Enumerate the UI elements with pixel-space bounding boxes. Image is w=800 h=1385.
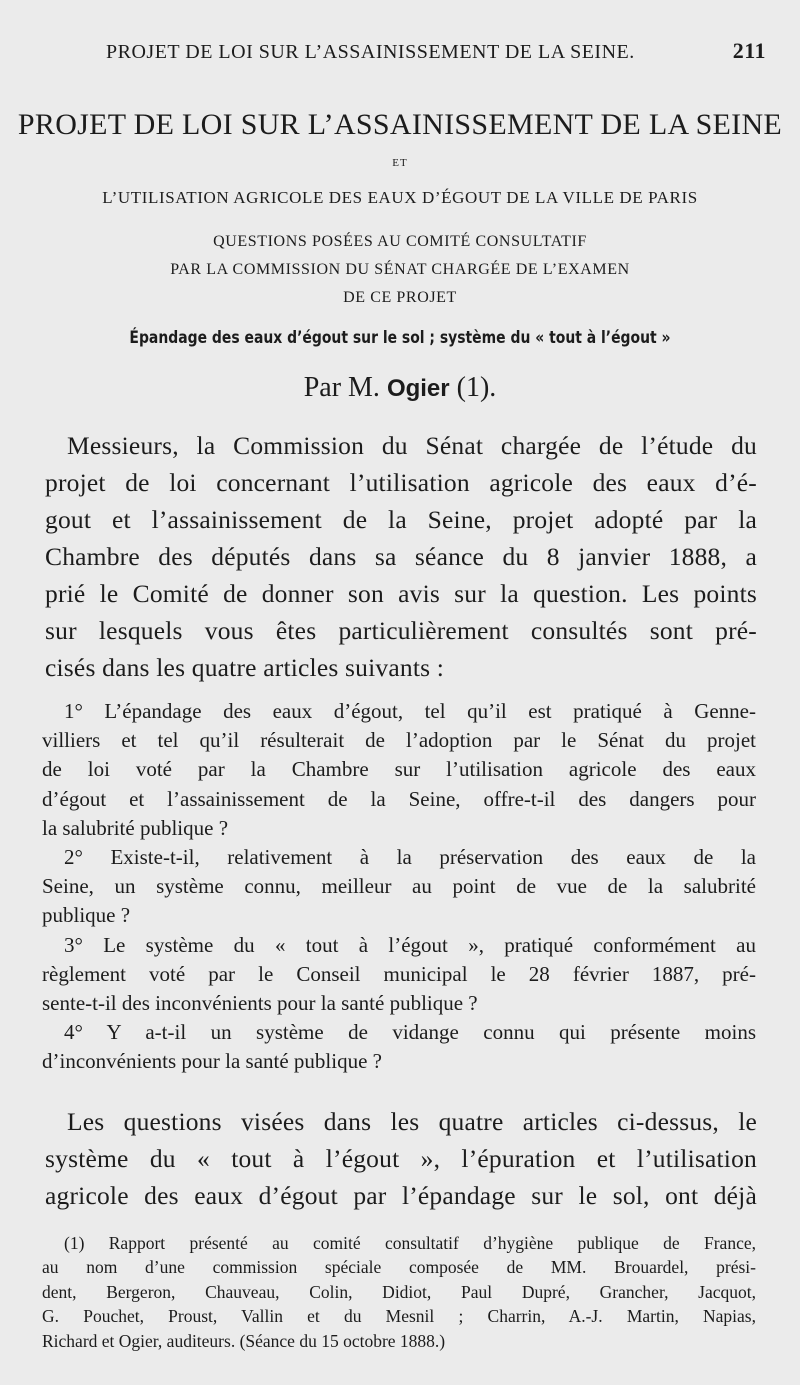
footnote-line: (1) Rapport présenté au comité consultatif d’hygiène publique de France, <box>64 1233 756 1253</box>
footnote-ref: (1). <box>456 372 497 403</box>
closing-paragraph <box>45 1103 757 1214</box>
questions-line: PAR LA COMMISSION DU SÉNAT CHARGÉE DE L’EXAMEN <box>170 261 630 278</box>
questions-line: QUESTIONS POSÉES AU COMITÉ CONSULTATIF <box>213 233 587 250</box>
list-item-line: d’égout et l’assainissement de la Seine, offre-t-il des dangers pour <box>42 786 756 811</box>
text-line: sur lesquels vous êtes particulièrement consultés sont pré- <box>45 616 757 645</box>
text-line: gout et l’assainissement de la Seine, projet adopté par la <box>45 505 757 534</box>
article-subtitle: L’UTILISATION AGRICOLE DES EAUX D’ÉGOUT DE LA VILLE DE PARIS <box>102 188 698 207</box>
author-name: Ogier <box>386 375 450 402</box>
author-prefix: Par M. <box>303 372 380 403</box>
list-item-line: publique ? <box>42 903 131 928</box>
list-item-line: la salubrité publique ? <box>42 815 229 840</box>
topic-heading: Épandage des eaux d’égout sur le sol ; système du « tout à l’égout » <box>129 328 671 348</box>
footnote-line: au nom d’une commission spéciale composée de MM. Brouardel, prési- <box>42 1257 756 1278</box>
list-item-line: 3° Le système du « tout à l’égout », pratiqué conformément au <box>64 932 756 957</box>
list-item-line: 1° L’épandage des eaux d’égout, tel qu’il est pratiqué à Genne- <box>64 699 756 723</box>
footnote-line: Richard et Ogier, auditeurs. (Séance du 15 octobre 1888.) <box>42 1330 446 1351</box>
text-line: agricole des eaux d’égout par l’épandage sur le sol, ont déjà <box>45 1181 757 1210</box>
list-item-line: 2° Existe-t-il, relativement à la préservation des eaux de la <box>64 844 756 869</box>
text-line: système du « tout à l’égout », l’épuration et l’utilisation <box>45 1144 757 1173</box>
list-item-line: règlement voté par le Conseil municipal le 28 février 1887, pré- <box>42 961 756 986</box>
footnote <box>42 1231 756 1353</box>
list-item-line: Seine, un système connu, meilleur au point de vue de la salubrité <box>42 874 756 899</box>
text-line: projet de loi concernant l’utilisation agricole des eaux d’é- <box>45 468 757 497</box>
list-item-line: de loi voté par la Chambre sur l’utilisation agricole des eaux <box>42 757 756 782</box>
text-line: Chambre des députés dans sa séance du 8 janvier 1888, a <box>45 542 757 571</box>
text-line: cisés dans les quatre articles suivants : <box>45 653 445 682</box>
text-line: prié le Comité de donner son avis sur la question. Les points <box>45 579 757 608</box>
questions-heading <box>0 228 800 312</box>
running-head <box>106 38 766 68</box>
running-head-title: PROJET DE LOI SUR L’ASSAINISSEMENT DE LA SEINE. <box>106 41 635 63</box>
intro-paragraph <box>45 427 757 686</box>
page-number: 211 <box>732 38 766 63</box>
article-title: PROJET DE LOI SUR L’ASSAINISSEMENT DE LA SEINE <box>17 108 783 141</box>
author-line <box>0 372 800 404</box>
footnote-line: dent, Bergeron, Chauveau, Colin, Didiot, Paul Dupré, Grancher, Jacquot, <box>42 1281 756 1302</box>
text-line: Messieurs, la Commission du Sénat chargée de l’étude du <box>67 431 757 460</box>
articles-list <box>42 697 756 1076</box>
list-item-line: d’inconvénients pour la santé publique ? <box>42 1049 382 1074</box>
list-item-line: villiers et tel qu’il résulterait de l’adoption par le Sénat du projet <box>42 728 756 753</box>
text-line: Les questions visées dans les quatre articles ci-dessus, le <box>67 1107 757 1136</box>
questions-line: DE CE PROJET <box>343 289 457 306</box>
list-item-line: 4° Y a-t-il un système de vidange connu qui présente moins <box>64 1020 756 1045</box>
title-conjunction: ET <box>392 157 408 169</box>
footnote-line: G. Pouchet, Proust, Vallin et du Mesnil ; Charrin, A.-J. Martin, Napias, <box>42 1306 756 1327</box>
list-item-line: sente-t-il des inconvénients pour la santé publique ? <box>42 990 478 1015</box>
